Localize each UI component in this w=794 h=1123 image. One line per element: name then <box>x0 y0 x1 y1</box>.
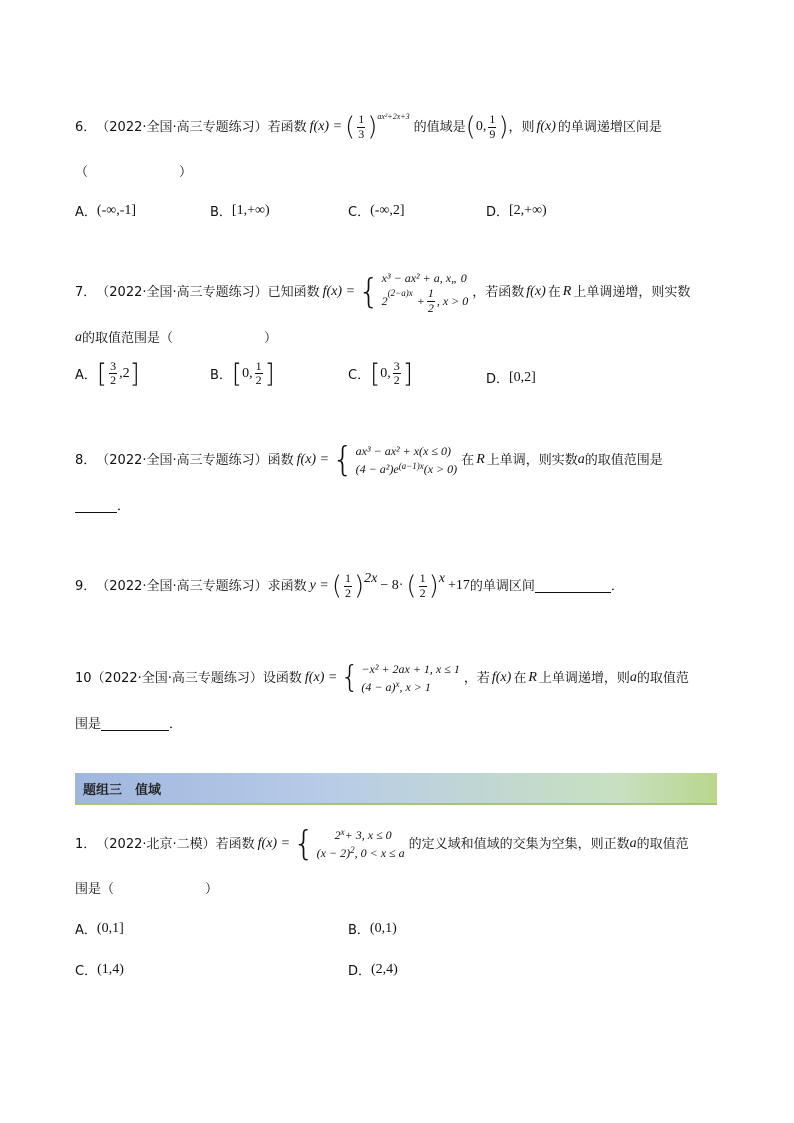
option-d[interactable]: D． [2,+∞) <box>486 202 547 220</box>
case-2: (4 − a) x , x > 1 <box>361 679 431 694</box>
question-8-line-1: 8． （2022·全国·高三专题练习） 函数 f(x) = { ax³ − ax² + x(x ≤ 0) (4 − a²)e (a−1)x (x > 0) 在 R 上单调，则实数 a 的取值范围是 <box>75 440 663 480</box>
section-question-1-line-1: 1． （2022·北京·二模） 若函数 f(x) = { 2 x + 3, x ≤ 0 (x − 2) 2 , 0 < x ≤ a 的定义域和值域的交集为空集，则正数 a 的取值范 <box>75 824 689 864</box>
question-text: 的值域是 <box>413 119 466 135</box>
question-stem: 若函数 <box>267 119 307 135</box>
question-text: 的单调递增区间是 <box>557 119 662 135</box>
question-source: （2022·全国·高三专题练习） <box>96 452 268 468</box>
question-number: 6． <box>75 119 97 135</box>
piecewise-cases <box>361 660 459 696</box>
answer-blank[interactable] <box>101 718 169 731</box>
function-name: f(x) = <box>304 670 338 685</box>
question-text: 在 <box>513 670 527 686</box>
case-2: (x − 2) 2 , 0 < x ≤ a <box>316 845 405 860</box>
section-title: 题组三 值域 <box>83 782 162 798</box>
question-6-line-1 <box>75 110 662 144</box>
case-2: 2 $^{(2-a)x}$ + $\frac{1}{2}$ , x > 0 <box>381 286 469 315</box>
fx-symbol: f(x) <box>536 119 556 134</box>
question-stem: 设函数 <box>262 670 302 686</box>
variable-a: a <box>75 330 82 345</box>
question-7-line-1: 7． （2022·全国·高三专题练习） 已知函数 f(x) = { x³ − ax² + a, x„ 0 2 $^{(2-a)x}$ + $\frac{1}{2}$ , x > 0 ，若函数 f(x) 在 R 上单调递增，则实数 <box>75 271 691 315</box>
option-b[interactable]: B． (0,1) <box>348 920 397 938</box>
question-source: （2022·全国·高三专题练习） <box>91 670 263 686</box>
variable-a: a <box>629 670 637 685</box>
section-header <box>75 773 717 805</box>
question-source: （2022·全国·高三专题练习） <box>96 119 268 135</box>
question-text: 的取值范围是 <box>584 452 663 468</box>
question-stem: 求函数 <box>267 578 307 594</box>
option-c[interactable]: C． (1,4) <box>75 961 124 979</box>
real-set: R <box>528 670 537 685</box>
exponent: ax²+2x+3 <box>377 112 410 122</box>
case-1: ax³ − ax² + x(x ≤ 0) <box>355 444 451 458</box>
option-b[interactable]: B． [ 0, $\frac{1}{2}$ ] <box>210 358 275 389</box>
question-text: 的定义域和值域的交集为空集，则正数 <box>408 836 630 852</box>
minus-eight: − 8· <box>380 578 404 593</box>
question-stem: 若函数 <box>215 836 255 852</box>
piecewise-cases <box>382 269 469 314</box>
question-text: 上单调，则实数 <box>486 452 578 468</box>
term-2: ( $\frac{1}{2}$ ) x <box>406 571 445 601</box>
function-name: f(x) = <box>296 452 330 467</box>
piecewise-cases <box>356 442 458 478</box>
real-set: R <box>476 452 485 467</box>
question-text: 上单调递增，则 <box>538 670 630 686</box>
question-source: （2022·全国·高三专题练习） <box>96 284 268 300</box>
question-source: （2022·北京·二模） <box>96 836 216 852</box>
question-source: （2022·全国·高三专题练习） <box>96 578 268 594</box>
question-8-line-2: ． <box>75 500 130 513</box>
case-1: 2 x + 3, x ≤ 0 <box>334 827 392 842</box>
variable-a: a <box>629 836 637 851</box>
option-a[interactable]: A． (-∞,-1] <box>75 202 137 220</box>
question-10-line-1: 10 （2022·全国·高三专题练习） 设函数 f(x) = { −x² + 2ax + 1, x ≤ 1 (4 − a) x , x > 1 ，若 f(x) 在 R 上单调递增，则 a 的取值范 <box>75 660 689 695</box>
function-name: f(x) = <box>322 284 356 299</box>
question-text: ，则 <box>508 119 535 135</box>
option-b[interactable]: B． [1,+∞) <box>210 202 270 220</box>
question-text: ，若 <box>463 670 490 686</box>
question-text: 在 <box>547 284 561 300</box>
question-text: 上单调递增，则实数 <box>573 284 691 300</box>
question-text: 的单调区间 <box>469 578 535 594</box>
question-number: 1． <box>75 836 97 852</box>
question-text: 的取值范 <box>636 670 689 686</box>
question-stem: 已知函数 <box>267 284 320 300</box>
case-2: (4 − a²)e (a−1)x (x > 0) <box>355 461 458 476</box>
question-9-line-1: 9． （2022·全国·高三专题练习） 求函数 y = ( $\frac{1}{2}$ ) 2x − 8· ( $\frac{1}{2}$ ) x +17 的单调区间 ． <box>75 571 624 601</box>
term-1: ( $\frac{1}{2}$ ) 2x <box>331 571 378 601</box>
function-name: f(x) = <box>257 836 291 851</box>
option-c[interactable]: C． [ 0, $\frac{3}{2}$ ] <box>348 358 413 389</box>
option-d[interactable]: D． [0,2] <box>486 369 536 387</box>
option-a[interactable]: A． (0,1] <box>75 920 124 938</box>
plus-seventeen: +17 <box>447 578 470 593</box>
question-number: 8． <box>75 452 97 468</box>
answer-blank[interactable] <box>75 500 117 513</box>
answer-blank[interactable] <box>535 580 611 593</box>
question-stem: 函数 <box>267 452 294 468</box>
variable-a: a <box>577 452 585 467</box>
base-fraction: ( $\frac{1}{3}$ ) $^{ax^2+2x+3}$ <box>345 112 410 142</box>
function-name: f(x) = <box>309 119 343 134</box>
fx-symbol: f(x) <box>491 670 512 685</box>
range-interval: ( 0, $\frac{1}{9}$ ) <box>465 112 509 142</box>
question-number: 10 <box>75 670 92 686</box>
answer-parens: （ ） <box>75 165 193 180</box>
question-text: 在 <box>461 452 475 468</box>
question-10-line-2: 围是 ． <box>75 717 183 732</box>
section-question-1-line-2: 围是（ ） <box>75 882 219 897</box>
question-text: ，若函数 <box>472 284 525 300</box>
piecewise-cases <box>317 826 405 862</box>
real-set: R <box>562 284 572 299</box>
question-number: 7． <box>75 284 97 300</box>
question-7-line-2 <box>75 331 277 345</box>
function-name: y = <box>309 578 329 593</box>
question-text: 的取值范 <box>636 836 689 852</box>
option-c[interactable]: C． (-∞,2] <box>348 202 405 220</box>
question-text: 的取值范围是（ ） <box>82 330 278 346</box>
fx-symbol: f(x) <box>526 284 546 299</box>
question-number: 9． <box>75 578 97 594</box>
option-d[interactable]: D． (2,4) <box>348 961 398 979</box>
option-a[interactable]: A． [ $\frac{3}{2}$ ,2 ] <box>75 358 140 389</box>
case-1: x³ − ax² + a, x„ 0 <box>381 271 467 286</box>
case-1: −x² + 2ax + 1, x ≤ 1 <box>361 662 460 676</box>
